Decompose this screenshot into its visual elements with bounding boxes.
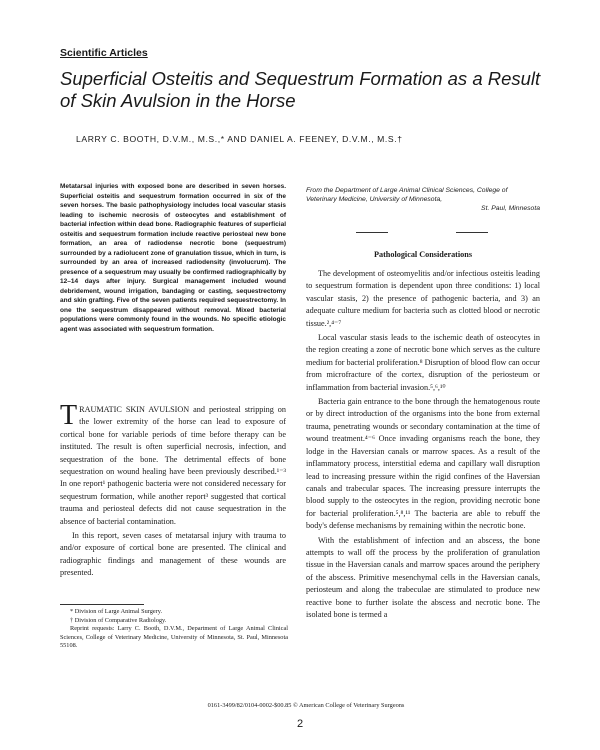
separator-right (456, 232, 488, 233)
copyright-line: 0161-3499/82/0104-0002-$00.85 © American College of Veterinary Surgeons (207, 702, 405, 709)
footnotes (60, 608, 288, 651)
affiliation (306, 186, 540, 214)
section-paragraph: Local vascular stasis leads to the ischemic death of osteocytes in the region creating a zone of necrotic bone which serves as the culture medium for bacterial proliferation.⁸ Disruption of blood flow can occur from microfracture of the cortex, disruption of the periosteum or inflammation from bacterial invasion.⁵,⁶,¹⁰ (306, 333, 540, 392)
intro-paragraph-1-text: RAUMATIC SKIN AVULSION and periosteal stripping on the lower extremity of the horse can lead to exposure of cortical bone for variable periods of time before therapy can be instituted. The result is often superficial necrosis, infection, and sequestration of the bone. The detrimental effects of bone sequestration on wound healing have been previously described.¹⁻³ In one report¹ pathogenic bacteria were not considered necessary for sequestrum formation, while another report³ suggested that cortical trauma and periosteal defects did not cause sequestration in the absence of bacterial contamination. (60, 405, 286, 526)
article-title: Superficial Osteitis and Sequestrum Formation as a Result of Skin Avulsion in the Horse (60, 68, 541, 111)
section-body (306, 268, 540, 623)
affiliation-city: St. Paul, Minnesota (481, 205, 540, 213)
affiliation-text: From the Department of Large Animal Clinical Sciences, College of Veterinary Medicine, University of Minnesota, (306, 187, 508, 204)
drop-cap: T (60, 400, 78, 431)
section-label: Scientific Articles (60, 47, 148, 59)
intro-paragraph-2: In this report, seven cases of metatarsal injury with trauma to and/or exposure of cortical bone are presented. The clinical and radiographic findings and management of these wounds are presented. (60, 531, 286, 578)
section-paragraph: With the establishment of infection and an abscess, the bone attempts to wall off the process by the proliferation of granulation tissue in the Haversian canals and marrow spaces around the periphery of the abscess. Primitive mesenchymal cells in the Haversian canals, periosteum and along the trabeculae are stimulated to produce new reactive bone to further isolate the abscess and necrotic bone. The isolated bone is termed a (306, 535, 540, 619)
page-number: 2 (296, 718, 304, 730)
authors: LARRY C. BOOTH, D.V.M., M.S.,* AND DANIEL A. FEENEY, D.V.M., M.S.† (76, 134, 403, 144)
footnote-2: † Division of Comparative Radiology. (70, 616, 167, 624)
abstract: Metatarsal injuries with exposed bone are described in seven horses. Superficial osteitis and sequestrum formation occurred in six of the seven horses. The basic pathophysiology includes local vascular stasis leading to ischemic necrosis of osteocytes and establishment of bacterial infection within dead bone. Radiographic features of superficial osteitis and sequestrum formation include reactive periosteal new bone formation, an area of radiodense necrotic bone (sequestrum) surrounded by a radiolucent zone of granulation tissue, which in turn, is surrounded by an area of increased radiodensity (involucrum). The presence of a sequestrum may usually be confirmed radiographically by 12–14 days after injury. Surgical management included wound debridement, wound irrigation, bandaging or casting, sequestrectomy and skin grafting. Five of the seven patients required sequestrectomy. In one the sequestrum disappeared without removal. Mixed bacterial populations were commonly found in the wounds. No specific etiologic agent was associated with sequestrum formation. (60, 183, 286, 333)
reprint-requests: Reprint requests: Larry C. Booth, D.V.M., Department of Large Animal Clinical Sciences, College of Veterinary Medicine, University of Minnesota, St. Paul, Minnesota 55108. (60, 625, 288, 650)
footnote-rule (60, 604, 144, 605)
section-paragraph: The development of osteomyelitis and/or infectious osteitis leading to sequestrum formation is dependent upon three conditions: 1) local vascular stasis, 2) the presence of pathogenic bacteria, and 3) an adequate culture medium for bacteria such as clotted blood or necrotic tissue.²,⁴⁻⁷ (306, 269, 540, 328)
section-heading: Pathological Considerations (373, 250, 473, 259)
introduction (60, 400, 286, 580)
intro-paragraph-1 (60, 400, 286, 528)
section-paragraph: Bacteria gain entrance to the bone through the hematogenous route or by direct introduction of the organisms into the bone from external trauma, penetrating wounds or secondary contamination at the time of wound treatment.⁴⁻⁶ Once invading organisms reach the bone, they lodge in the Haversian canals or marrow spaces. As a result of the inflammatory process, interstitial edema and capillary wall disruption lead to increasing pressure within the rigid confines of the Haversian canals and trabecular spaces. The increasing pressure interrupts the blood supply to the osteocytes in the region, providing necrotic bone for bacterial proliferation.⁵,⁸,¹¹ The bacteria are able to rebuff the body's defense mechanisms by remaining within the necrotic bone. (306, 397, 540, 531)
separator-left (356, 232, 388, 233)
footnote-1: * Division of Large Animal Surgery. (70, 608, 163, 615)
